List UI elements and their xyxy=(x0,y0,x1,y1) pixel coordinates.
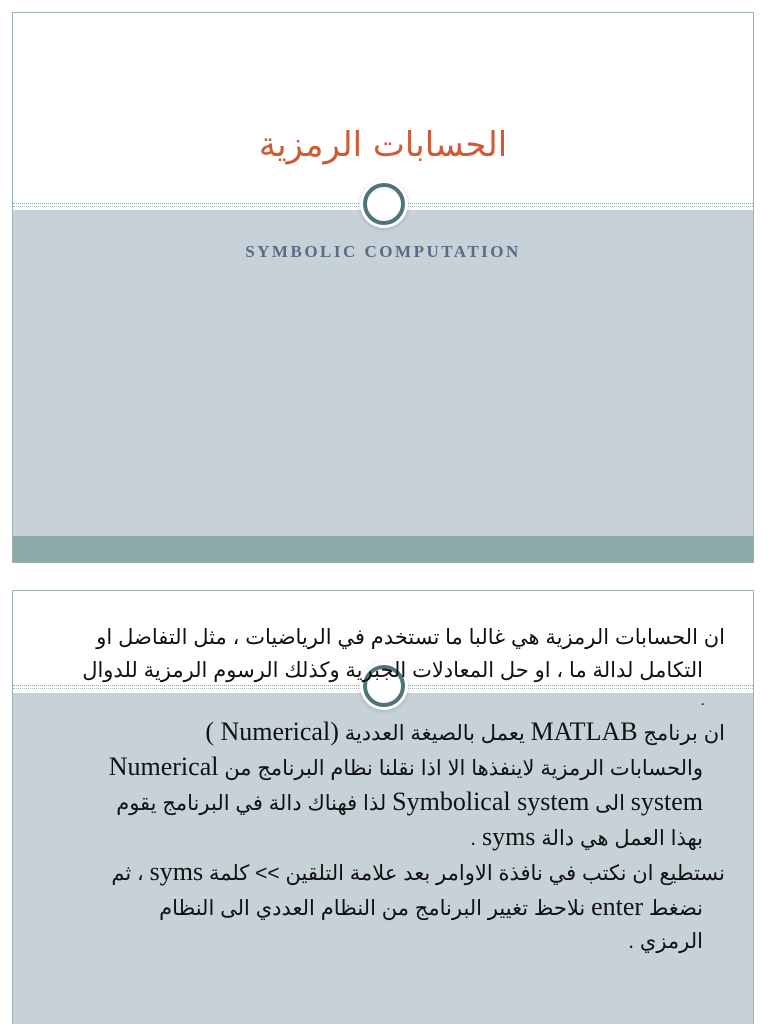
text-fragment: لذا فهناك دالة في البرنامج يقوم xyxy=(116,792,387,815)
text-fragment: نضغط xyxy=(648,897,703,920)
slide-title: الحسابات الرمزية xyxy=(258,125,508,165)
term-numerical: Numerical xyxy=(108,752,219,781)
text-fragment: نستطيع ان نكتب في نافذة الاوامر بعد علامة التلقين >> كلمة xyxy=(208,862,725,885)
slide-body xyxy=(53,621,725,958)
paragraph-syms xyxy=(53,855,725,958)
text-line: التكامل لدالة ما ، او حل المعادلات الجبرية وكذلك الرسوم الرمزية للدوال xyxy=(82,659,703,682)
text-line xyxy=(53,750,725,785)
text-fragment: ان برنامج xyxy=(643,722,725,745)
term-symbolical-system: Symbolical system xyxy=(392,787,590,816)
text-line: ان الحسابات الرمزية هي غالبا ما تستخدم في الرياضيات ، مثل التفاضل او xyxy=(96,626,725,649)
text-fragment: الى xyxy=(595,792,625,815)
term-system: system xyxy=(630,787,703,816)
circle-ornament-icon xyxy=(363,183,405,225)
paragraph-intro xyxy=(53,621,725,715)
content-slide xyxy=(12,590,754,1024)
term-matlab: MATLAB xyxy=(530,717,638,746)
text-fragment: . xyxy=(470,827,477,850)
text-line: . xyxy=(700,692,705,709)
text-line xyxy=(53,820,725,855)
text-fragment: بهذا العمل هي دالة xyxy=(541,827,703,850)
bottom-band xyxy=(13,536,753,562)
text-line xyxy=(53,785,725,820)
title-slide xyxy=(12,12,754,563)
paragraph-matlab xyxy=(53,715,725,855)
slide-subtitle: SYMBOLIC COMPUTATION xyxy=(245,242,521,261)
text-fragment: نلاحظ تغيير البرنامج من النظام العددي الى النظام xyxy=(159,897,586,920)
text-fragment: والحسابات الرمزية لاينفذها الا اذا نقلنا نظام البرنامج من xyxy=(224,757,703,780)
text-fragment: ، ثم xyxy=(111,862,144,885)
term-syms: syms xyxy=(149,857,204,886)
text-line xyxy=(53,855,725,890)
title-area xyxy=(13,13,753,210)
term-syms: syms xyxy=(481,822,536,851)
text-line xyxy=(53,890,725,925)
text-fragment: يعمل بالصيغة العددية xyxy=(344,722,525,745)
text-line: الرمزي . xyxy=(628,930,703,953)
term-numerical: ( Numerical) xyxy=(205,717,339,746)
text-line xyxy=(53,715,725,750)
term-enter: enter xyxy=(591,892,644,921)
